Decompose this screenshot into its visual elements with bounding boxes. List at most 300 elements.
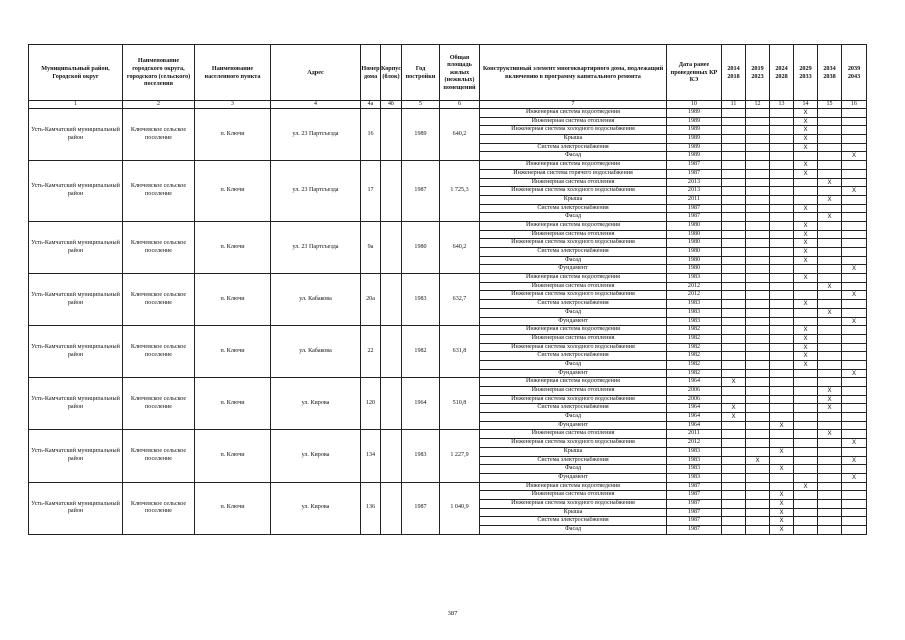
period-mark-cell <box>842 143 867 152</box>
repair-date-cell: 2012 <box>667 291 722 300</box>
element-name-cell: Инженерная система холодного водоснабжения <box>480 126 667 135</box>
period-mark-cell <box>746 204 770 213</box>
period-mark-cell <box>842 482 867 491</box>
period-mark-cell <box>818 360 842 369</box>
district-cell: Усть-Камчатский муниципальный район <box>29 482 123 534</box>
header-cell: Муниципальный район, Городской округ <box>29 45 123 101</box>
period-mark-cell <box>722 135 746 144</box>
house-number-cell: 22 <box>361 326 381 378</box>
period-mark-cell <box>722 387 746 396</box>
period-mark-cell <box>746 230 770 239</box>
column-number: 3 <box>195 101 271 109</box>
period-mark-cell <box>746 178 770 187</box>
table-row <box>29 274 867 283</box>
period-mark-cell <box>746 187 770 196</box>
header-cell: Год постройки <box>402 45 440 101</box>
period-mark-cell <box>770 239 794 248</box>
period-mark-cell <box>746 404 770 413</box>
area-cell: 640,2 <box>440 221 480 273</box>
period-mark-cell <box>722 291 746 300</box>
period-mark-cell <box>770 230 794 239</box>
period-mark-cell <box>770 282 794 291</box>
period-mark-cell <box>842 221 867 230</box>
period-mark-cell: X <box>842 317 867 326</box>
period-mark-cell <box>794 387 818 396</box>
element-name-cell: Инженерная система водоотведения <box>480 109 667 118</box>
period-mark-cell <box>722 395 746 404</box>
repair-date-cell: 1964 <box>667 404 722 413</box>
period-mark-cell <box>842 508 867 517</box>
period-mark-cell <box>842 395 867 404</box>
column-number: 4а <box>361 101 381 109</box>
column-number: 14 <box>794 101 818 109</box>
period-mark-cell <box>842 109 867 118</box>
period-mark-cell <box>722 473 746 482</box>
repair-date-cell: 1982 <box>667 352 722 361</box>
repair-date-cell: 2006 <box>667 395 722 404</box>
period-mark-cell <box>818 343 842 352</box>
period-mark-cell <box>746 387 770 396</box>
repair-date-cell: 2012 <box>667 439 722 448</box>
element-name-cell: Система электроснабжения <box>480 204 667 213</box>
period-mark-cell <box>746 517 770 526</box>
column-number: 15 <box>818 101 842 109</box>
period-mark-cell <box>770 291 794 300</box>
period-mark-cell: X <box>794 300 818 309</box>
period-mark-cell <box>770 317 794 326</box>
period-mark-cell: X <box>794 248 818 257</box>
block-cell <box>381 161 402 222</box>
period-mark-cell: X <box>770 447 794 456</box>
period-mark-cell <box>746 317 770 326</box>
period-mark-cell <box>770 413 794 422</box>
period-mark-cell <box>770 274 794 283</box>
repair-date-cell: 1983 <box>667 456 722 465</box>
repair-date-cell: 1987 <box>667 482 722 491</box>
period-mark-cell: X <box>794 360 818 369</box>
repair-date-cell: 1987 <box>667 204 722 213</box>
repair-date-cell: 1983 <box>667 465 722 474</box>
element-name-cell: Система электроснабжения <box>480 456 667 465</box>
period-mark-cell <box>770 152 794 161</box>
element-name-cell: Система электроснабжения <box>480 300 667 309</box>
period-mark-cell <box>722 421 746 430</box>
period-mark-cell: X <box>818 213 842 222</box>
settlement-cell: Ключевское сельское поселение <box>123 161 195 222</box>
period-mark-cell <box>770 439 794 448</box>
element-name-cell: Фасад <box>480 413 667 422</box>
period-mark-cell: X <box>794 221 818 230</box>
locality-cell: п. Ключи <box>195 161 271 222</box>
period-mark-cell <box>794 421 818 430</box>
element-name-cell: Инженерная система холодного водоснабжения <box>480 291 667 300</box>
header-cell: Номер дома <box>361 45 381 101</box>
period-mark-cell <box>746 499 770 508</box>
period-mark-cell <box>770 143 794 152</box>
header-cell: Дата ранее проведенных КР КЭ <box>667 45 722 101</box>
street-cell: ул. Кабакова <box>271 326 361 378</box>
element-name-cell: Инженерная система отопления <box>480 491 667 500</box>
period-mark-cell <box>818 169 842 178</box>
period-mark-cell <box>746 143 770 152</box>
period-mark-cell: X <box>818 387 842 396</box>
period-mark-cell <box>722 178 746 187</box>
locality-cell: п. Ключи <box>195 482 271 534</box>
period-mark-cell: X <box>818 282 842 291</box>
period-mark-cell: X <box>770 421 794 430</box>
period-mark-cell: X <box>794 334 818 343</box>
period-mark-cell <box>818 117 842 126</box>
period-mark-cell: X <box>842 152 867 161</box>
period-mark-cell <box>818 291 842 300</box>
period-mark-cell <box>746 169 770 178</box>
repair-date-cell: 1989 <box>667 126 722 135</box>
column-number: 4 <box>271 101 361 109</box>
period-mark-cell <box>842 387 867 396</box>
district-cell: Усть-Камчатский муниципальный район <box>29 221 123 273</box>
period-mark-cell <box>746 491 770 500</box>
period-mark-cell <box>842 491 867 500</box>
period-mark-cell <box>818 187 842 196</box>
table-row <box>29 221 867 230</box>
period-mark-cell <box>770 404 794 413</box>
period-mark-cell <box>722 308 746 317</box>
period-mark-cell <box>818 326 842 335</box>
period-mark-cell <box>818 265 842 274</box>
period-mark-cell <box>794 447 818 456</box>
period-mark-cell <box>770 456 794 465</box>
period-mark-cell <box>722 517 746 526</box>
repair-date-cell: 1980 <box>667 248 722 257</box>
repair-date-cell: 1980 <box>667 265 722 274</box>
repair-date-cell: 1989 <box>667 135 722 144</box>
period-mark-cell <box>770 430 794 439</box>
period-mark-cell <box>842 404 867 413</box>
element-name-cell: Инженерная система холодного водоснабжения <box>480 395 667 404</box>
period-mark-cell <box>842 352 867 361</box>
period-mark-cell <box>794 465 818 474</box>
period-mark-cell <box>818 369 842 378</box>
period-mark-cell <box>818 334 842 343</box>
period-mark-cell <box>818 317 842 326</box>
period-mark-cell <box>746 213 770 222</box>
period-mark-cell <box>770 395 794 404</box>
header-cell: 2019 2023 <box>746 45 770 101</box>
period-mark-cell <box>770 248 794 257</box>
period-mark-cell <box>770 117 794 126</box>
period-mark-cell <box>722 152 746 161</box>
build-year-cell: 1987 <box>402 161 440 222</box>
element-name-cell: Инженерная система холодного водоснабжения <box>480 187 667 196</box>
repair-date-cell: 1987 <box>667 213 722 222</box>
element-name-cell: Инженерная система водоотведения <box>480 378 667 387</box>
period-mark-cell <box>818 508 842 517</box>
street-cell: ул. Кирова <box>271 430 361 482</box>
period-mark-cell: X <box>794 352 818 361</box>
locality-cell: п. Ключи <box>195 378 271 430</box>
repair-date-cell: 1982 <box>667 343 722 352</box>
period-mark-cell <box>818 161 842 170</box>
period-mark-cell <box>770 326 794 335</box>
period-mark-cell <box>818 109 842 118</box>
element-name-cell: Крыша <box>480 135 667 144</box>
period-mark-cell: X <box>818 395 842 404</box>
column-number: 4б <box>381 101 402 109</box>
repair-date-cell: 1987 <box>667 508 722 517</box>
period-mark-cell: X <box>794 117 818 126</box>
element-name-cell: Инженерная система водоотведения <box>480 274 667 283</box>
period-mark-cell <box>842 230 867 239</box>
column-number: 10 <box>667 101 722 109</box>
district-cell: Усть-Камчатский муниципальный район <box>29 326 123 378</box>
repair-date-cell: 1980 <box>667 256 722 265</box>
period-mark-cell <box>818 499 842 508</box>
period-mark-cell <box>746 308 770 317</box>
period-mark-cell <box>794 404 818 413</box>
period-mark-cell <box>746 265 770 274</box>
street-cell: ул. Кирова <box>271 482 361 534</box>
period-mark-cell <box>818 473 842 482</box>
period-mark-cell <box>770 369 794 378</box>
repair-date-cell: 1983 <box>667 473 722 482</box>
element-name-cell: Фундамент <box>480 317 667 326</box>
period-mark-cell <box>722 274 746 283</box>
period-mark-cell: X <box>842 439 867 448</box>
period-mark-cell <box>722 169 746 178</box>
repair-date-cell: 1983 <box>667 300 722 309</box>
period-mark-cell <box>746 508 770 517</box>
street-cell: ул. 23 Партсъезда <box>271 221 361 273</box>
period-mark-cell <box>746 439 770 448</box>
period-mark-cell <box>746 135 770 144</box>
repair-date-cell: 1987 <box>667 499 722 508</box>
element-name-cell: Система электроснабжения <box>480 248 667 257</box>
header-cell: Конструктивный элемент многоквартирного дома, подлежащий включению в программу капитального ремонта <box>480 45 667 101</box>
period-mark-cell <box>722 248 746 257</box>
column-number: 1 <box>29 101 123 109</box>
period-mark-cell: X <box>794 204 818 213</box>
column-number: 12 <box>746 101 770 109</box>
period-mark-cell: X <box>770 526 794 535</box>
repair-date-cell: 1989 <box>667 117 722 126</box>
period-mark-cell <box>770 334 794 343</box>
block-cell <box>381 482 402 534</box>
period-mark-cell: X <box>842 187 867 196</box>
locality-cell: п. Ключи <box>195 109 271 161</box>
element-name-cell: Фасад <box>480 152 667 161</box>
element-name-cell: Фасад <box>480 526 667 535</box>
period-mark-cell <box>722 482 746 491</box>
period-mark-cell <box>794 491 818 500</box>
period-mark-cell <box>794 187 818 196</box>
period-mark-cell <box>818 526 842 535</box>
period-mark-cell <box>746 239 770 248</box>
period-mark-cell <box>746 109 770 118</box>
period-mark-cell <box>794 308 818 317</box>
area-cell: 631,8 <box>440 326 480 378</box>
period-mark-cell <box>794 195 818 204</box>
element-name-cell: Инженерная система водоотведения <box>480 482 667 491</box>
period-mark-cell <box>794 499 818 508</box>
period-mark-cell <box>722 126 746 135</box>
element-name-cell: Система электроснабжения <box>480 404 667 413</box>
period-mark-cell <box>794 395 818 404</box>
period-mark-cell <box>722 143 746 152</box>
period-mark-cell <box>770 352 794 361</box>
settlement-cell: Ключевское сельское поселение <box>123 326 195 378</box>
locality-cell: п. Ключи <box>195 430 271 482</box>
settlement-cell: Ключевское сельское поселение <box>123 221 195 273</box>
page-number: 387 <box>447 610 458 617</box>
build-year-cell: 1983 <box>402 430 440 482</box>
period-mark-cell: X <box>746 456 770 465</box>
period-mark-cell <box>794 265 818 274</box>
period-mark-cell <box>818 413 842 422</box>
period-mark-cell <box>842 248 867 257</box>
period-mark-cell <box>746 195 770 204</box>
period-mark-cell <box>842 300 867 309</box>
period-mark-cell: X <box>842 369 867 378</box>
period-mark-cell <box>746 465 770 474</box>
period-mark-cell <box>746 334 770 343</box>
period-mark-cell <box>722 109 746 118</box>
period-mark-cell <box>794 369 818 378</box>
settlement-cell: Ключевское сельское поселение <box>123 378 195 430</box>
period-mark-cell <box>818 230 842 239</box>
locality-cell: п. Ключи <box>195 326 271 378</box>
header-cell: 2029 2033 <box>794 45 818 101</box>
house-number-cell: 9а <box>361 221 381 273</box>
period-mark-cell: X <box>818 178 842 187</box>
period-mark-cell <box>794 152 818 161</box>
element-name-cell: Инженерная система отопления <box>480 334 667 343</box>
period-mark-cell <box>842 135 867 144</box>
period-mark-cell <box>794 178 818 187</box>
period-mark-cell <box>746 117 770 126</box>
period-mark-cell <box>746 161 770 170</box>
element-name-cell: Система электроснабжения <box>480 143 667 152</box>
locality-cell: п. Ключи <box>195 221 271 273</box>
build-year-cell: 1964 <box>402 378 440 430</box>
period-mark-cell <box>746 447 770 456</box>
period-mark-cell <box>842 499 867 508</box>
period-mark-cell <box>722 352 746 361</box>
period-mark-cell <box>746 221 770 230</box>
period-mark-cell <box>746 369 770 378</box>
repair-date-cell: 1989 <box>667 143 722 152</box>
header-cell: 2024 2028 <box>770 45 794 101</box>
period-mark-cell <box>842 161 867 170</box>
area-cell: 510,8 <box>440 378 480 430</box>
period-mark-cell <box>842 360 867 369</box>
period-mark-cell <box>818 352 842 361</box>
period-mark-cell <box>722 439 746 448</box>
period-mark-cell <box>770 221 794 230</box>
period-mark-cell <box>818 256 842 265</box>
period-mark-cell: X <box>770 508 794 517</box>
period-mark-cell <box>770 378 794 387</box>
period-mark-cell <box>722 465 746 474</box>
period-mark-cell <box>818 421 842 430</box>
period-mark-cell <box>818 517 842 526</box>
repair-date-cell: 1980 <box>667 230 722 239</box>
element-name-cell: Инженерная система горячего водоснабжения <box>480 169 667 178</box>
period-mark-cell <box>818 239 842 248</box>
period-mark-cell <box>746 526 770 535</box>
period-mark-cell <box>722 221 746 230</box>
period-mark-cell: X <box>842 473 867 482</box>
period-mark-cell <box>746 413 770 422</box>
period-mark-cell <box>842 117 867 126</box>
period-mark-cell <box>842 465 867 474</box>
period-mark-cell <box>794 282 818 291</box>
period-mark-cell <box>722 204 746 213</box>
period-mark-cell <box>770 187 794 196</box>
period-mark-cell <box>722 499 746 508</box>
document-sheet <box>28 44 866 535</box>
period-mark-cell: X <box>842 456 867 465</box>
house-number-cell: 20а <box>361 274 381 326</box>
element-name-cell: Инженерная система водоотведения <box>480 161 667 170</box>
house-number-cell: 16 <box>361 109 381 161</box>
period-mark-cell <box>794 291 818 300</box>
period-mark-cell <box>818 447 842 456</box>
house-number-cell: 17 <box>361 161 381 222</box>
period-mark-cell: X <box>794 239 818 248</box>
period-mark-cell <box>770 109 794 118</box>
build-year-cell: 1982 <box>402 326 440 378</box>
column-number: 7 <box>480 101 667 109</box>
period-mark-cell <box>746 352 770 361</box>
period-mark-cell <box>770 300 794 309</box>
area-cell: 1 040,9 <box>440 482 480 534</box>
district-cell: Усть-Камчатский муниципальный район <box>29 430 123 482</box>
block-cell <box>381 274 402 326</box>
area-cell: 640,2 <box>440 109 480 161</box>
element-name-cell: Инженерная система отопления <box>480 430 667 439</box>
period-mark-cell <box>842 274 867 283</box>
period-mark-cell <box>746 360 770 369</box>
period-mark-cell <box>842 239 867 248</box>
period-mark-cell <box>722 282 746 291</box>
period-mark-cell: X <box>794 326 818 335</box>
period-mark-cell: X <box>818 430 842 439</box>
period-mark-cell <box>842 204 867 213</box>
repair-date-cell: 1983 <box>667 317 722 326</box>
period-mark-cell <box>770 387 794 396</box>
period-mark-cell <box>722 343 746 352</box>
period-mark-cell <box>770 126 794 135</box>
period-mark-cell <box>770 195 794 204</box>
period-mark-cell <box>746 256 770 265</box>
period-mark-cell <box>794 317 818 326</box>
settlement-cell: Ключевское сельское поселение <box>123 274 195 326</box>
period-mark-cell <box>770 178 794 187</box>
period-mark-cell <box>722 508 746 517</box>
period-mark-cell <box>794 456 818 465</box>
element-name-cell: Фасад <box>480 465 667 474</box>
period-mark-cell <box>818 439 842 448</box>
element-name-cell: Фасад <box>480 308 667 317</box>
period-mark-cell <box>722 526 746 535</box>
period-mark-cell <box>746 291 770 300</box>
column-number-row <box>29 101 867 109</box>
period-mark-cell <box>770 265 794 274</box>
period-mark-cell: X <box>794 135 818 144</box>
period-mark-cell <box>818 378 842 387</box>
period-mark-cell <box>722 239 746 248</box>
column-number: 5 <box>402 101 440 109</box>
